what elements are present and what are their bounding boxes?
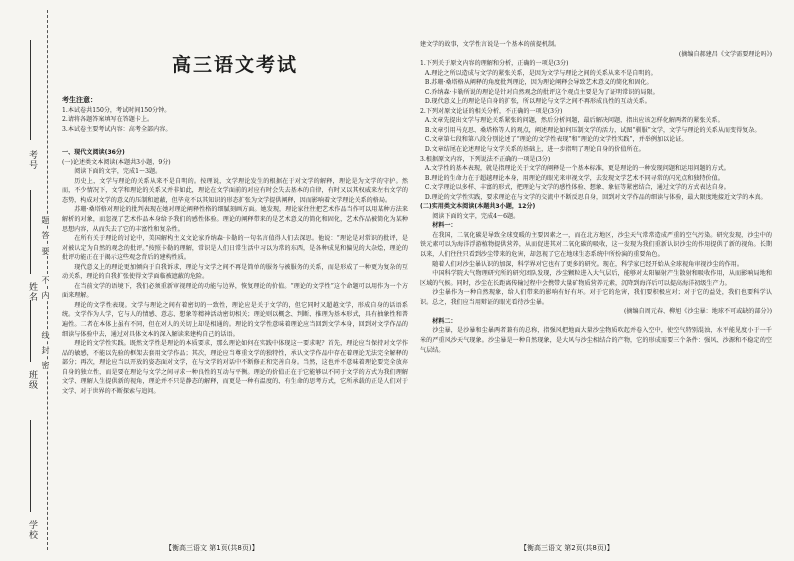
school-line[interactable]: [30, 420, 31, 512]
subsection-heading: (一)论述类文本阅读(本题共3小题，9分): [62, 158, 171, 166]
section-heading: 一、现代文阅读(36分): [62, 149, 125, 157]
binding-strip: [0, 0, 56, 561]
passage-paragraph: 理论的文学性表现。文学与理论之间有着密切的一致性，理论应是关于文学的，但它同时又超越文学，形成自身的话语系统。文学作为人学，它与人的情感、意志、想象等精神活动密切相关；理论则以概念、判断、推理为基本形式，具有抽象性和普遍性。二者在本体上虽有不同，但在对人的关切上却是相通的。理论的文学性意味着理论应当回到文学本身，回到对文学作品的细读与体验中去，通过对具体文本的深入解读来建构自己的话语。: [62, 301, 408, 338]
right-column: [420, 40, 772, 355]
passage-paragraph: 理论的文学性实践。既然文学性是理论的本质要求，那么理论如何在实践中体现这一要求呢？首先，理论应当保持对文学作品的敏感，不能以先验的框架去套用文学作品；其次，理论应当尊重文学的独特性，承认文学作品中存在着理论无法完全解释的部分；再次，理论应当以开放的姿态面对文学，在与文学的对话中不断修正和完善自身。当然，这也并不意味着理论要完全放弃自身的独立性，而是要在理论与文学之间寻求一种良性的互动与平衡。理论的价值正在于它能够以不同于文学的方式为我们理解文学、理解人生提供新的视角，理论并不只是静态的解释，而更是一种有温度的、有生命的思考方式，它所承载的正是人们对于文学、对于世界的不断探索与追问。: [62, 340, 408, 395]
seal-word: 题: [41, 216, 50, 224]
answer-option: D.理论的文学性实践，要求理论在与文学的交流中不断反思自身，回到对文学作品的细读与体验，最大限度地接近文学的本真。: [424, 193, 767, 201]
material-heading: 材料二：: [432, 317, 457, 325]
instruction: 阅读下面的文字，完成4～6题。: [432, 212, 520, 220]
answer-option: B.苏珊·桑塔格从阐释的角度批判理论，因为理论阐释会导致艺术意义的简化和固化。: [424, 79, 653, 87]
material-paragraph: 沙尘暴作为一种自然现象，给人们带来的影响有好有坏。对于它的危害，我们要积极应对；对于它的益处，我们也要科学认识。总之，我们应当用辩证的眼光看待沙尘暴。: [420, 289, 772, 306]
seal-word: 封: [41, 346, 50, 354]
notice-item: 2.请将各题答案填写在答题卡上。: [62, 116, 154, 124]
exam-number-line[interactable]: [30, 40, 31, 140]
seal-word: 密: [41, 361, 50, 369]
answer-option: A.理论之所以造成与文学的紧张关系，是因为文学与理论之间的关系从来不是自明的。: [424, 69, 657, 77]
answer-option: C.乔纳森·卡勒所说的理论是针对自然观念的批评这个观点主要是为了证明常识的局限。: [424, 88, 659, 96]
question-stem: 1.下列关于原文内容的理解和分析，正确的一项是(3分): [420, 60, 569, 68]
answer-option: C.文学理论以多样、丰富的形式，把理论与文学的感性体验、想象、象征等紧密结合，通过文学的方式表达自身。: [424, 184, 730, 192]
exam-title: 高三语文考试: [171, 54, 298, 76]
name-line[interactable]: [30, 190, 31, 274]
question-stem: 2.下列对原文论证的相关分析，不正确的一项是(3分): [420, 107, 563, 115]
class-line[interactable]: [30, 300, 31, 362]
material-paragraph: 中国科学院大气物理研究所的研究团队发现，沙尘颗粒进入大气层后，能够对太阳辐射产生散射和吸收作用，从而影响局地和区域的气候。同时，沙尘在长距离传输过程中会携带大量矿物质营养元素，沉降到海洋后可以提高海洋初级生产力。: [420, 270, 772, 287]
passage-source: (摘编自郝建昌《文学需要理论吗》): [678, 50, 772, 58]
page-footer-right: 【衡高三语文 第2页(共8页)】: [520, 544, 614, 552]
seal-word: 线: [41, 331, 50, 339]
passage-continuation: 建文学的故事，文学性言说是一个基本的前提机制。: [420, 41, 561, 48]
answer-option: C.文章第七段和第八段分别论述了“理论的文学性表现”和“理论的文学性实践”，并举例加以论证。: [424, 136, 688, 144]
exam-number-label: 考号: [27, 150, 37, 170]
question-stem: 3.根据原文内容，下列说法不正确的一项是(3分): [420, 155, 551, 163]
page-footer-left: 【衡高三语文 第1页(共8页)】: [165, 544, 259, 552]
material-paragraph: 在我国，二氧化碳是导致全球变暖的主要因素之一，而在北方地区，沙尘天气常常造成严重的空气污染。研究发现，沙尘中的铁元素可以为海洋浮游植物提供营养，从而促进其对二氧化碳的吸收，这一发现为我们重新认识沙尘的作用提供了新的视角。长期以来，人们往往只看到沙尘带来的危害，却忽视了它在地球生态系统中所扮演的重要角色。: [420, 231, 772, 259]
notice-item: 3.本试卷主要考试内容：高考全部内容。: [62, 125, 172, 133]
answer-option: D.文章结尾在论述理论与文学关系的基础上，进一步指明了理论自身的价值所在。: [424, 146, 645, 154]
left-column: [62, 96, 408, 396]
material-heading: 材料一：: [432, 222, 457, 230]
name-label: 姓名: [27, 282, 37, 302]
subsection-heading: (二)实用类文本阅读(本题共3小题，12分): [420, 203, 536, 211]
seal-word: 答: [41, 231, 50, 239]
passage-paragraph: 现代意义上的理论更加倾向于自我诉求，理论与文学之间不再是简单的服务与被服务的关系，而是形成了一种更为复杂的互动关系，理论的自我扩张使得文学面临被遮蔽的危险。: [62, 263, 408, 281]
instruction: 阅读下面的文字，完成1～3题。: [74, 168, 162, 176]
material-source: (摘编自周元春、柳旭《沙尘暴：地球不可或缺的部分》): [624, 308, 772, 316]
material-paragraph: 随着人们对沙尘暴认识的加深，科学界对它也有了更多的研究。现在，科学家已经开始从全球视角审视沙尘的作用。: [432, 260, 743, 268]
seal-word: 要: [41, 247, 50, 255]
class-label: 班级: [27, 370, 37, 390]
answer-option: B.文章引用马克思、桑塔格等人的观点，阐述理论如何压制文学的活力，试图“驯服”文学，文学与理论的关系从而变得复杂。: [424, 126, 761, 134]
school-label: 学校: [27, 520, 37, 540]
passage-paragraph: 在所有关于理论的讨论中，美国解构主义文论家乔纳森·卡勒的一句名言值得人们去深思。他说：“理论是对常识的批评，是对被认定为自然的观念的批评。”按照卡勒的理解，常识是人们日常生活中习以为常的东西，是各种成见和偏见的大杂烩，理论的批评功能正在于揭示这些观念背后的建构性质。: [62, 235, 408, 262]
notice-heading: 考生注意：: [62, 96, 97, 104]
material-paragraph: 沙尘暴，是沙暴和尘暴两者兼有的总称，指强风把地面大量沙尘物质吹起并卷入空中，使空气特别混浊，水平能见度小于一千米的严重风沙天气现象。沙尘暴是一种自然现象，是大风与沙尘相结合的产物，它的形成需要三个条件：强风、沙源和不稳定的空气层结。: [420, 327, 772, 354]
answer-option: B.理论的生命力在于超越理论本身，用理论的眼光来审视文学，去发现文学艺术不同寻常的闪光点和独特价值。: [424, 174, 724, 182]
notice-item: 1.本试卷共150分，考试时间150分钟。: [62, 106, 171, 114]
passage-paragraph: 历史上，文学与理论的关系从来不是自明的。按理说，文学理论发生的根据在于对文学的解释，理论是为文学的守护。然而，不少情况下，文学和理论的关系又并非如此，理论在文学面前的对应有时会失去基本的自律，有时又以其权威来左右文学的态势，构成对文学的意义的压制和遮蔽，但毕竟不以其知识的形态扩张为文学提供阐释，因而影响着文学理论关系的格局。: [62, 177, 408, 204]
answer-option: D.现代意义上的理论是自身的扩张，所以理论与文学之间不再形成良性的互动关系。: [424, 98, 651, 106]
passage-paragraph: 在当前文学的语境下，我们必须重新审视理论的功能与边界，恢复理论的价值。“理论的文学性”这个命题可以用作为一个方面来理解。: [62, 282, 408, 300]
notice-box: [62, 96, 408, 134]
answer-option: A.文章先提出文学与理论关系紧张的问题，然后分析问题，最后解决问题，指出应该怎样化解两者的紧张关系。: [424, 117, 724, 125]
seal-word: 内: [41, 291, 50, 299]
answer-option: A.文学性的基本表现，就是指理论关于文学的阐释是一个基本标准，更是理论的一种发现问题和运用问题的方式。: [424, 165, 730, 173]
seal-word: 不: [41, 276, 50, 284]
passage-paragraph: 苏珊·桑塔格对理论的批判表现在她对理论阐释性格的细腻刻画方面。她发现，理论家往往把艺术作品当作可以用某种方法来解析的对象，而忽视了艺术作品本身给予我们的感性体验。理论的阐释带来的是艺术意义的简化和固化，艺术作品被简化为某种思想内容，从而失去了它的丰富性和复杂性。: [62, 206, 408, 233]
